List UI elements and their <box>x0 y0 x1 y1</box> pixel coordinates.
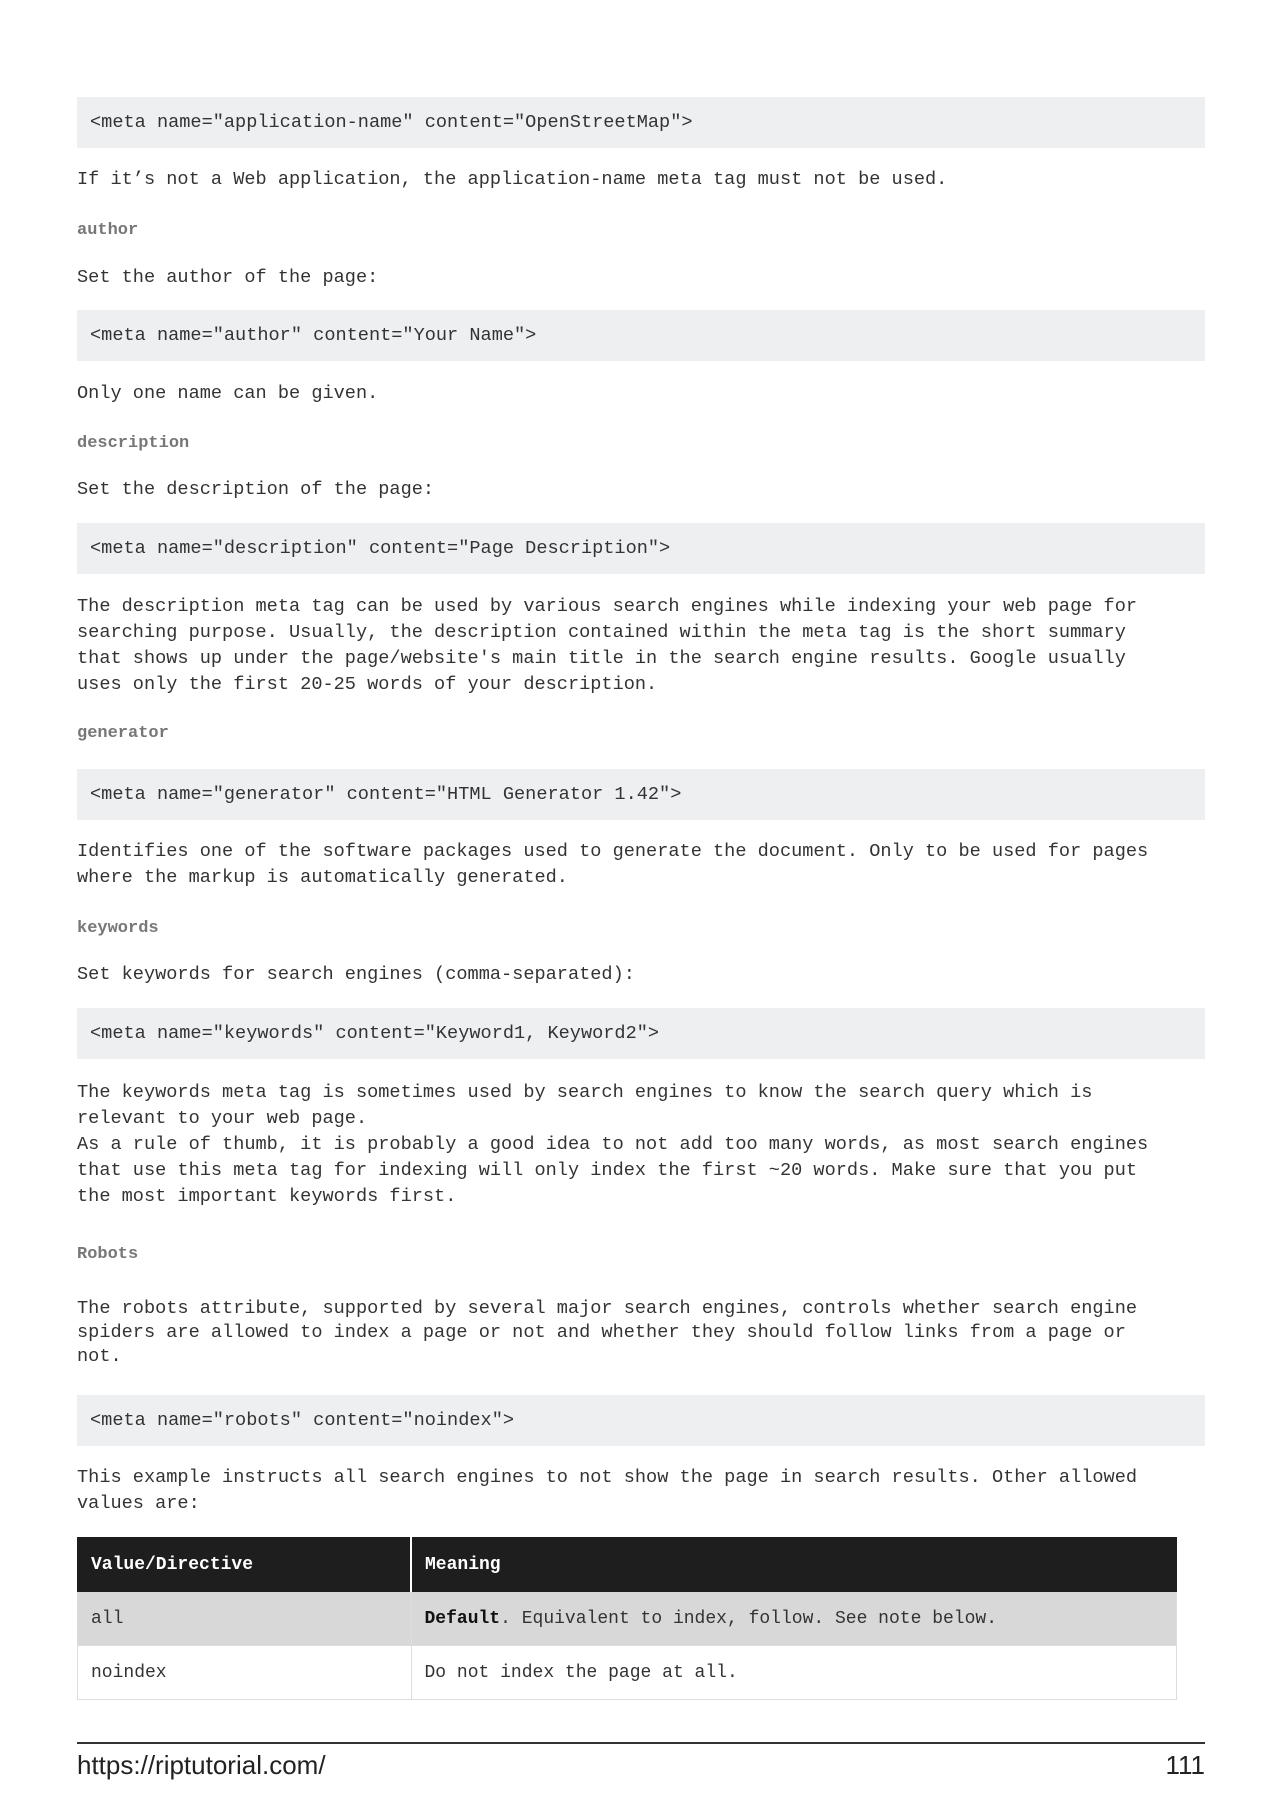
footer-url: https://riptutorial.com/ <box>77 1750 326 1780</box>
paragraph: Only one name can be given. <box>77 383 379 404</box>
line: spiders are allowed to index a page or not and whether they should follow links from a page or <box>77 1322 1126 1343</box>
line: The robots attribute, supported by several major search engines, controls whether search engine <box>77 1298 1138 1319</box>
paragraph-values <box>77 1465 1137 1517</box>
column-header: Meaning <box>411 1538 1176 1592</box>
line: uses only the first 20-25 words of your description. <box>77 674 658 695</box>
table-row <box>78 1592 1177 1646</box>
table-row <box>78 1646 1177 1700</box>
paragraph: Set the author of the page: <box>77 267 379 288</box>
line: that shows up under the page/website's main title in the search engine results. Google usually <box>77 648 1126 669</box>
bold-default: Default <box>424 1608 501 1629</box>
line: values are: <box>77 1493 200 1514</box>
code-block-application-name: <meta name="application-name" content="OpenStreetMap"> <box>77 97 1205 148</box>
heading-robots: Robots <box>77 1245 139 1264</box>
line: not. <box>77 1346 122 1367</box>
cell-meaning: Do not index the page at all. <box>411 1646 1176 1700</box>
line: Identifies one of the software packages used to generate the document. Only to be used for pages <box>77 841 1149 862</box>
heading-generator: generator <box>77 724 169 743</box>
line: where the markup is automatically generated. <box>77 867 568 888</box>
robots-values-table <box>77 1537 1177 1700</box>
line: that use this meta tag for indexing will only index the first ~20 words. Make sure that you put <box>77 1160 1138 1181</box>
cell-value: noindex <box>78 1646 412 1700</box>
line: the most important keywords first. <box>77 1186 457 1207</box>
code-block-description: <meta name="description" content="Page Description"> <box>77 523 1205 574</box>
cell-meaning <box>411 1592 1176 1646</box>
cell-value: all <box>78 1592 412 1646</box>
code-block-keywords: <meta name="keywords" content="Keyword1, Keyword2"> <box>77 1008 1205 1059</box>
paragraph: Set keywords for search engines (comma-separated): <box>77 964 635 985</box>
heading-keywords: keywords <box>77 919 159 938</box>
line: relevant to your web page. <box>77 1108 368 1129</box>
heading-author: author <box>77 221 139 240</box>
heading-description: description <box>77 434 190 453</box>
code-block-author: <meta name="author" content="Your Name"> <box>77 310 1205 361</box>
code-block-generator: <meta name="generator" content="HTML Generator 1.42"> <box>77 769 1205 820</box>
paragraph-description <box>77 594 1137 698</box>
table-header-row <box>78 1538 1177 1592</box>
paragraph-keywords <box>77 1080 1148 1210</box>
paragraph-robots <box>77 1297 1137 1369</box>
line: This example instructs all search engines to not show the page in search results. Other allowed <box>77 1467 1138 1488</box>
page-number: 111 <box>1165 1750 1205 1780</box>
meaning-text: . Equivalent to index, follow. See note below. <box>500 1608 998 1629</box>
paragraph: Set the description of the page: <box>77 479 435 500</box>
footer-divider <box>77 1742 1205 1744</box>
line: The keywords meta tag is sometimes used by search engines to know the search query which is <box>77 1082 1093 1103</box>
code-block-robots: <meta name="robots" content="noindex"> <box>77 1395 1205 1446</box>
line: As a rule of thumb, it is probably a good idea to not add too many words, as most search engines <box>77 1134 1149 1155</box>
column-header: Value/Directive <box>78 1538 412 1592</box>
paragraph-generator <box>77 839 1148 891</box>
paragraph: If it’s not a Web application, the application-name meta tag must not be used. <box>77 169 948 190</box>
line: The description meta tag can be used by various search engines while indexing your web page for <box>77 596 1138 617</box>
line: searching purpose. Usually, the description contained within the meta tag is the short summary <box>77 622 1126 643</box>
